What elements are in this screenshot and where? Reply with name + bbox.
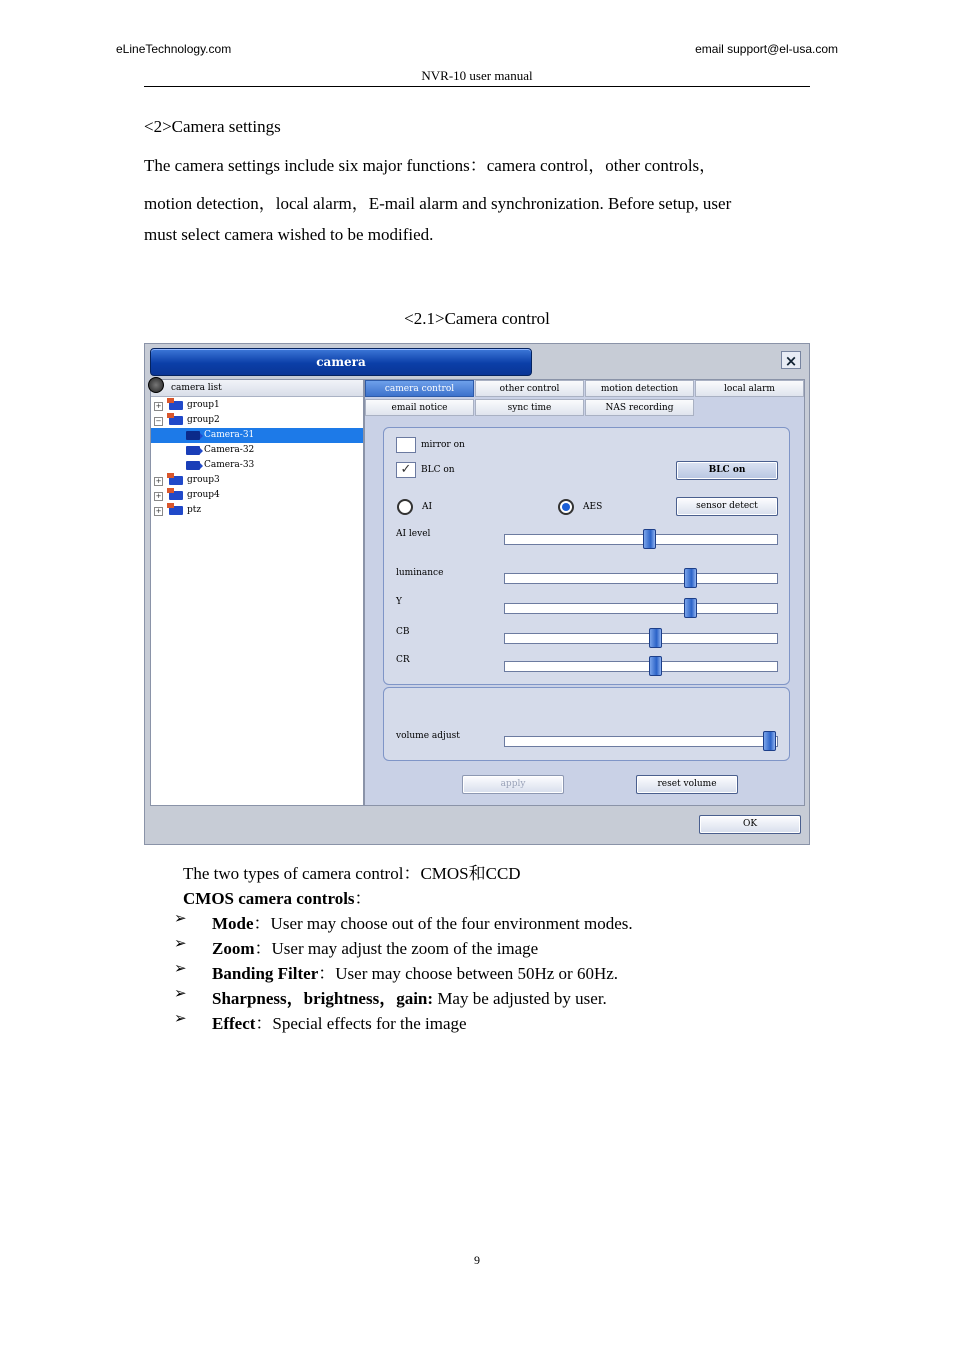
header-website: eLineTechnology.com [116, 42, 232, 56]
header-email: email support@el-usa.com [695, 42, 838, 56]
tab-email-notice[interactable]: email notice [365, 399, 474, 416]
tree-item-camera-31[interactable]: Camera-31 [151, 428, 363, 443]
collapse-icon[interactable]: − [155, 417, 162, 425]
sensor-detect-button[interactable]: sensor detect [676, 497, 778, 516]
y-label: Y [396, 597, 402, 607]
tree-item-camera-33[interactable]: Camera-33 [151, 458, 363, 473]
tab-nas-recording[interactable]: NAS recording [585, 399, 694, 416]
aes-radio[interactable] [558, 499, 574, 515]
camera-types-line: The two types of camera control：CMOS和CCD [183, 864, 521, 883]
aes-label: AES [583, 502, 603, 512]
tab-sync-time[interactable]: sync time [475, 399, 584, 416]
reset-volume-button[interactable]: reset volume [636, 775, 738, 794]
camera-list-header: camera list [151, 380, 363, 397]
ptz-icon [169, 506, 183, 515]
tree-item-group2[interactable]: − group2 [155, 415, 220, 425]
blc-button[interactable]: BLC on [676, 461, 778, 480]
tab-local-alarm[interactable]: local alarm [695, 380, 804, 397]
slider-thumb[interactable] [649, 656, 662, 676]
tree-item-group1[interactable]: + group1 [155, 400, 220, 410]
cr-slider[interactable] [504, 661, 778, 672]
bullet-sharpness: Sharpness，brightness，gain: May be adjusted by user. [212, 989, 607, 1008]
cb-slider[interactable] [504, 633, 778, 644]
expand-icon[interactable]: + [155, 492, 162, 500]
bullet-effect: Effect：Special effects for the image [212, 1014, 467, 1033]
tab-motion-detection[interactable]: motion detection [585, 380, 694, 397]
volume-slider[interactable] [504, 736, 778, 747]
slider-thumb[interactable] [649, 628, 662, 648]
slider-thumb[interactable] [684, 568, 697, 588]
tree-item-ptz[interactable]: + ptz [155, 505, 202, 515]
bullet-zoom: Zoom：User may adjust the zoom of the image [212, 939, 539, 958]
tree-item-group3[interactable]: + group3 [155, 475, 220, 485]
figure-caption: <2.1>Camera control [404, 309, 550, 328]
bullet-banding-filter: Banding Filter：User may choose between 50Hz or 60Hz. [212, 964, 619, 983]
y-slider[interactable] [504, 603, 778, 614]
expand-icon[interactable]: + [155, 477, 162, 485]
ai-level-label: AI level [396, 529, 431, 539]
expand-icon[interactable]: + [155, 402, 162, 410]
header-rule [144, 86, 810, 87]
header-manual-title: NVR-10 user manual [421, 68, 533, 83]
luminance-slider[interactable] [504, 573, 778, 584]
section-heading: <2>Camera settings [144, 117, 281, 136]
bullet-arrow-icon: ➢ [174, 909, 187, 927]
camera-list-panel [150, 379, 364, 806]
slider-thumb[interactable] [643, 529, 656, 549]
intro-line-3: must select camera wished to be modified. [144, 225, 434, 244]
mirror-checkbox[interactable] [396, 437, 416, 453]
slider-thumb[interactable] [684, 598, 697, 618]
slider-thumb[interactable] [763, 731, 776, 751]
page-number: 9 [474, 1253, 480, 1267]
tab-other-control[interactable]: other control [475, 380, 584, 397]
ok-button[interactable]: OK [699, 815, 801, 834]
intro-line-2: motion detection，local alarm，E-mail alarm and synchronization. Before setup, user [144, 194, 732, 213]
bullet-arrow-icon: ➢ [174, 984, 187, 1002]
bullet-arrow-icon: ➢ [174, 1009, 187, 1027]
group-icon [169, 491, 183, 500]
group-icon [169, 476, 183, 485]
intro-line-1: The camera settings include six major functions：camera control，other controls， [144, 156, 717, 175]
tree-item-camera-32[interactable]: Camera-32 [151, 443, 363, 458]
volume-group [383, 687, 790, 761]
group-icon [169, 416, 183, 425]
bullet-mode: Mode：User may choose out of the four environment modes. [212, 914, 633, 933]
image-settings-group [383, 427, 790, 685]
cmos-heading: CMOS camera controls： [183, 889, 372, 908]
camera-settings-window [144, 343, 810, 845]
bullet-arrow-icon: ➢ [174, 934, 187, 952]
tree-item-group4[interactable]: + group4 [155, 490, 220, 500]
close-icon[interactable]: × [781, 351, 801, 369]
luminance-label: luminance [396, 568, 444, 578]
blc-label: BLC on [421, 465, 455, 475]
camera-icon [186, 461, 200, 470]
mirror-label: mirror on [421, 440, 465, 450]
volume-label: volume adjust [396, 731, 460, 741]
bullet-arrow-icon: ➢ [174, 959, 187, 977]
ai-radio[interactable] [397, 499, 413, 515]
tab-camera-control[interactable]: camera control [365, 380, 474, 397]
cr-label: CR [396, 655, 410, 665]
blc-checkbox[interactable]: ✓ [396, 462, 416, 478]
expand-icon[interactable]: + [155, 507, 162, 515]
window-title: camera [150, 348, 532, 376]
apply-button[interactable]: apply [462, 775, 564, 794]
camera-icon [186, 431, 200, 440]
ai-level-slider[interactable] [504, 534, 778, 545]
camera-list-dot-icon [148, 377, 164, 393]
camera-icon [186, 446, 200, 455]
cb-label: CB [396, 627, 410, 637]
group-icon [169, 401, 183, 410]
settings-panel [364, 379, 805, 806]
ai-label: AI [422, 502, 433, 512]
